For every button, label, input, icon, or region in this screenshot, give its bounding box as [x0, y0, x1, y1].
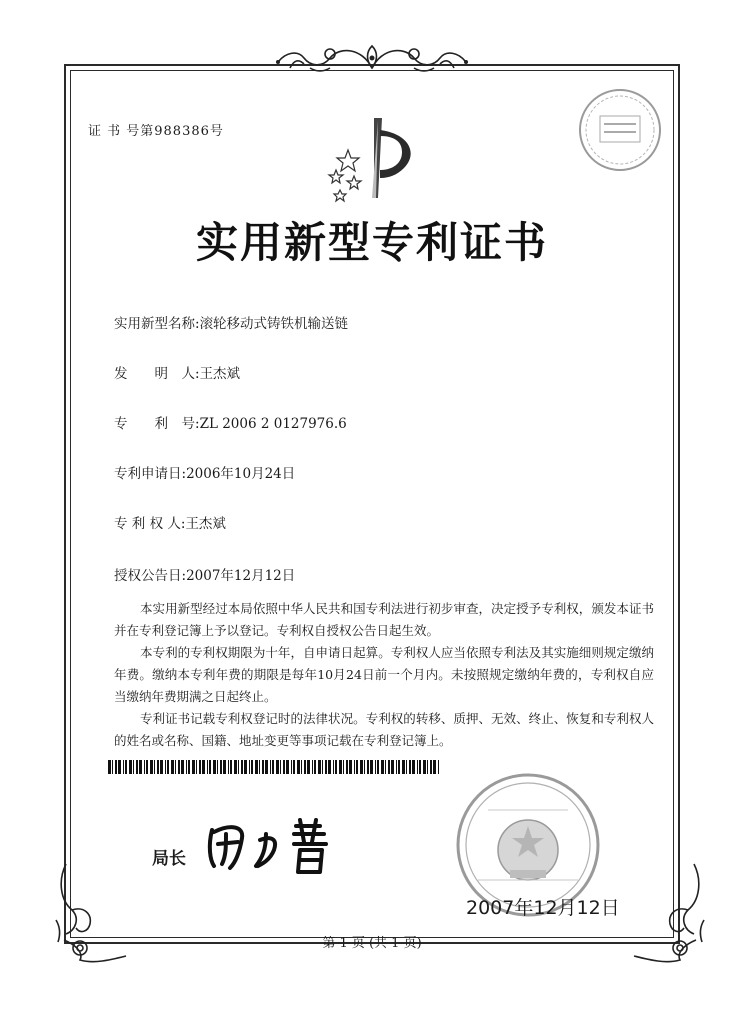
field-label: 专 利 号: — [114, 416, 200, 432]
field-patent-number — [114, 412, 347, 432]
field-value: 王杰斌 — [199, 366, 241, 382]
field-value: 王杰斌 — [185, 516, 226, 532]
field-value: ZL 2006 2 0127976.6 — [199, 416, 347, 432]
field-inventor — [114, 362, 240, 382]
field-grant-date — [114, 564, 295, 584]
paragraph-legal-status: 专利证书记载专利权登记时的法律状况。专利权的转移、质押、无效、终止、恢复和专利权人的姓名或名称、国籍、地址变更等事项记载在专利登记簿上。 — [114, 711, 654, 748]
paragraph-grant-statement: 本实用新型经过本局依照中华人民共和国专利法进行初步审查，决定授予专利权，颁发本证书并在专利登记簿上予以登记。专利权自授权公告日起生效。 — [114, 601, 654, 638]
field-label: 授权公告日: — [114, 568, 187, 584]
issue-date: 2007年12月12日 — [466, 897, 620, 919]
field-label: 发 明 人: — [114, 366, 200, 382]
field-value: 滚轮移动式铸铁机输送链 — [199, 316, 349, 332]
field-value: 2006年10月24日 — [186, 466, 296, 482]
field-utility-model-name — [114, 312, 348, 332]
patent-office-logo-icon — [318, 112, 428, 204]
agency-seal-small-icon — [570, 86, 670, 176]
paragraph-term-and-fees: 本专利的专利权期限为十年，自申请日起算。专利权人应当依照专利法及其实施细则规定缴纳年费。缴纳本专利年费的期限是每年10月24日前一个月内。未按照规定缴纳年费的，专利权自应当缴纳年费期满之日起终止。 — [114, 645, 654, 704]
barcode-icon — [108, 760, 442, 774]
page-title: 实用新型专利证书 — [195, 218, 548, 267]
top-ornament-icon — [270, 38, 474, 78]
page-number: 第 1 页 (共 1 页) — [322, 936, 422, 951]
field-value: 2007年12月12日 — [186, 568, 296, 584]
field-application-date — [114, 462, 295, 482]
field-patentee — [114, 512, 226, 532]
field-label: 专 利 权 人: — [114, 516, 186, 532]
certificate-number: 证 书 号第988386号 — [88, 124, 224, 139]
corner-ornament-bottom-right-icon — [620, 860, 710, 970]
signature — [200, 816, 350, 880]
corner-ornament-bottom-left-icon — [50, 860, 140, 970]
chief-label: 局长 — [152, 849, 186, 869]
field-label: 专利申请日: — [114, 466, 187, 482]
field-label: 实用新型名称: — [114, 316, 200, 332]
